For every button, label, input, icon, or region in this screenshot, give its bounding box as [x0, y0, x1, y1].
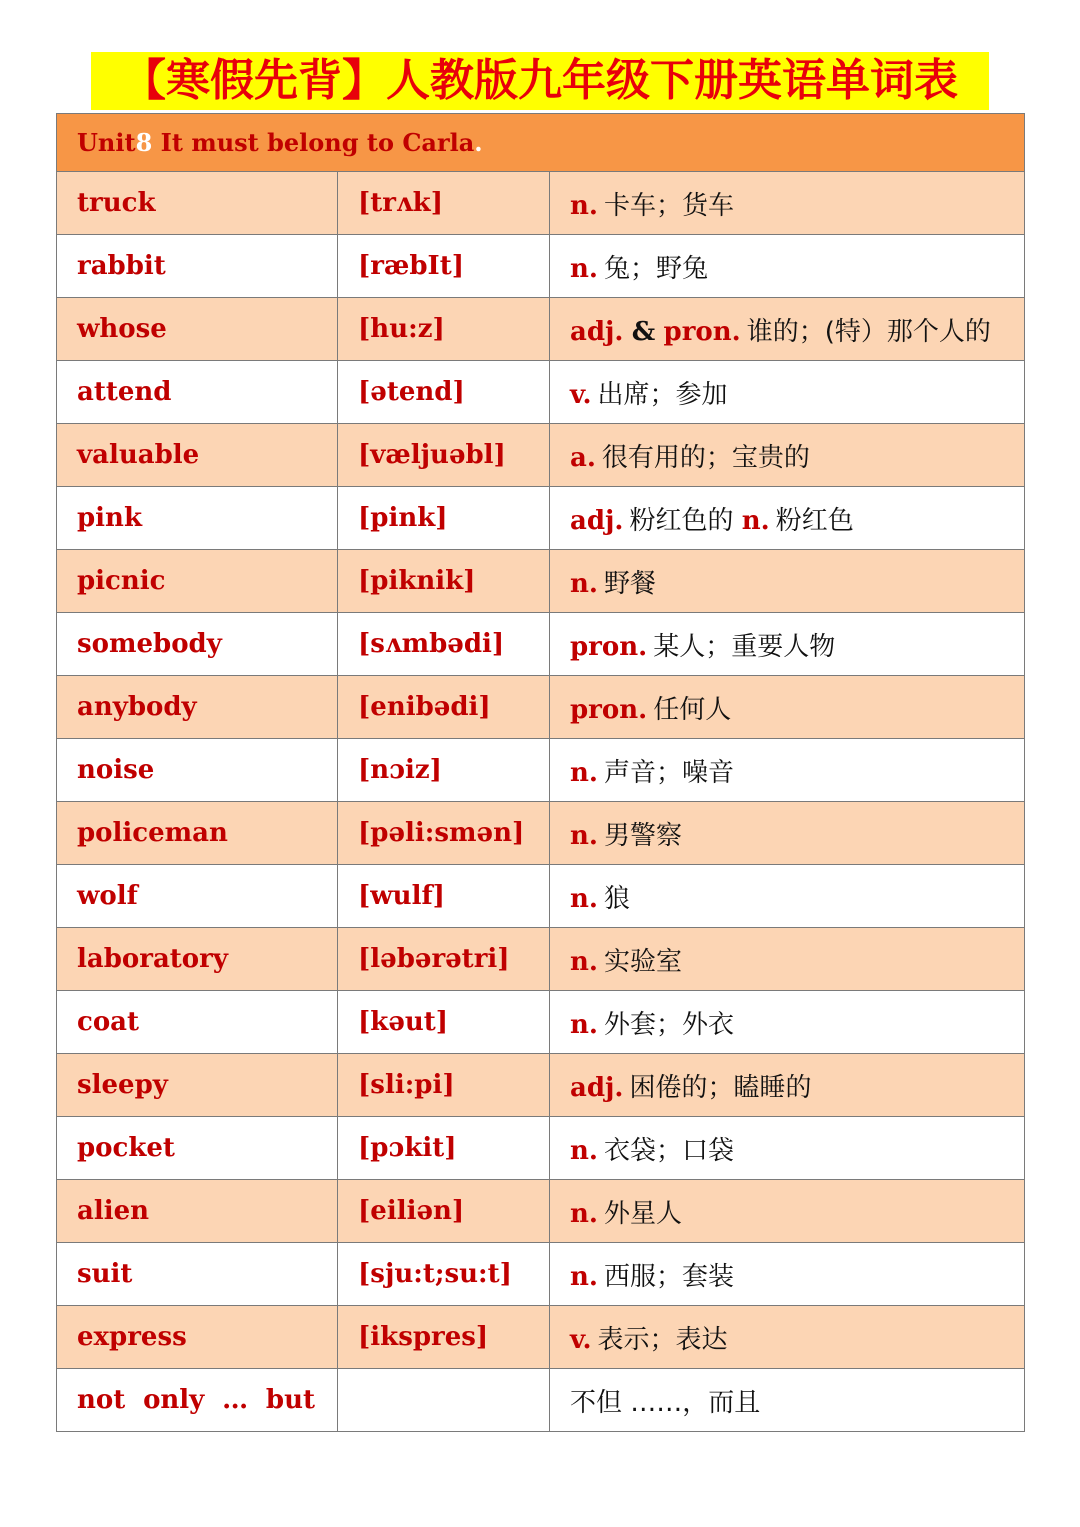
- part-of-speech: n.: [570, 820, 598, 851]
- part-of-speech: v.: [570, 1324, 592, 1355]
- meaning-cell: [550, 172, 1025, 235]
- phonetic-cell: [piknik]: [338, 550, 550, 613]
- meaning-cell: [550, 361, 1025, 424]
- meaning-text: 衣袋；口袋: [603, 1135, 734, 1166]
- table-row: [57, 613, 1025, 676]
- meaning-text: 外套；外衣: [603, 1009, 734, 1040]
- word-cell: noise: [57, 739, 338, 802]
- phonetic-cell: [trʌk]: [338, 172, 550, 235]
- phonetic-cell: [ikspres]: [338, 1306, 550, 1369]
- separator: &: [631, 316, 656, 347]
- part-of-speech: n.: [570, 253, 598, 284]
- phonetic-cell: [sju:t;su:t]: [338, 1243, 550, 1306]
- phonetic-cell: [sli:pi]: [338, 1054, 550, 1117]
- part-of-speech: n.: [741, 505, 770, 536]
- part-of-speech: n.: [570, 946, 598, 977]
- phonetic-cell: [ətend]: [338, 361, 550, 424]
- word-cell: sleepy: [57, 1054, 338, 1117]
- word-cell: wolf: [57, 865, 338, 928]
- phrase-word: only: [143, 1385, 205, 1415]
- table-row: [57, 676, 1025, 739]
- table-row: [57, 1306, 1025, 1369]
- table-row: [57, 802, 1025, 865]
- meaning-cell: [550, 235, 1025, 298]
- part-of-speech: pron.: [570, 631, 648, 662]
- meaning-text: 实验室: [603, 946, 682, 977]
- meaning-cell: [550, 550, 1025, 613]
- part-of-speech: n.: [570, 757, 598, 788]
- phonetic-cell: [pɔkit]: [338, 1117, 550, 1180]
- meaning-cell: 不但 ……，而且: [550, 1369, 1025, 1432]
- meaning-text: 某人；重要人物: [653, 631, 836, 662]
- table-row: [57, 991, 1025, 1054]
- table-row: [57, 865, 1025, 928]
- part-of-speech: n.: [570, 1261, 598, 1292]
- meaning-text: 野餐: [603, 568, 656, 599]
- page-title: 【寒假先背】人教版九年级下册英语单词表: [91, 52, 989, 110]
- part-of-speech: pron.: [570, 694, 648, 725]
- meaning-cell: [550, 487, 1025, 550]
- meaning-text: 谁的；(特）那个人的: [746, 316, 991, 347]
- vocabulary-table: [56, 113, 1025, 1432]
- phonetic-cell: [kəut]: [338, 991, 550, 1054]
- phonetic-cell: [eiliən]: [338, 1180, 550, 1243]
- word-cell: somebody: [57, 613, 338, 676]
- meaning-text: 卡车；货车: [603, 190, 734, 221]
- table-row: [57, 298, 1025, 361]
- meaning-cell: [550, 1180, 1025, 1243]
- word-cell: policeman: [57, 802, 338, 865]
- phrase-word: but: [265, 1385, 315, 1415]
- meaning-cell: [550, 991, 1025, 1054]
- word-cell: attend: [57, 361, 338, 424]
- meaning-text: 任何人: [653, 694, 732, 725]
- meaning-text: 西服；套装: [603, 1261, 734, 1292]
- part-of-speech: pron.: [663, 316, 741, 347]
- meaning-text: 粉红色的: [629, 505, 734, 536]
- part-of-speech: n.: [570, 1198, 598, 1229]
- phrase-cell: [57, 1369, 338, 1432]
- meaning-cell: [550, 802, 1025, 865]
- table-row: [57, 739, 1025, 802]
- part-of-speech: a.: [570, 442, 596, 473]
- part-of-speech: n.: [570, 1009, 598, 1040]
- table-row: [57, 1243, 1025, 1306]
- phonetic-cell: [hu:z]: [338, 298, 550, 361]
- table-row: [57, 235, 1025, 298]
- phonetic-cell: [pəli:smən]: [338, 802, 550, 865]
- meaning-cell: [550, 865, 1025, 928]
- part-of-speech: n.: [570, 190, 598, 221]
- meaning-text: 兔；野兔: [603, 253, 708, 284]
- table-row: [57, 1117, 1025, 1180]
- table-row: [57, 487, 1025, 550]
- table-row: [57, 172, 1025, 235]
- unit-number: 8: [135, 128, 153, 157]
- unit-prefix: Unit: [77, 128, 136, 157]
- table-row: [57, 550, 1025, 613]
- part-of-speech: n.: [570, 568, 598, 599]
- unit-title-end: .: [474, 128, 483, 157]
- meaning-cell: [550, 676, 1025, 739]
- meaning-text: 粉红色: [775, 505, 854, 536]
- phonetic-cell: [338, 1369, 550, 1432]
- meaning-cell: [550, 424, 1025, 487]
- phrase-row: [57, 1369, 1025, 1432]
- word-cell: anybody: [57, 676, 338, 739]
- unit-title: It must belong to Carla: [152, 128, 475, 157]
- phrase-words: [77, 1385, 315, 1415]
- phonetic-cell: [væljuəbl]: [338, 424, 550, 487]
- meaning-cell: [550, 1054, 1025, 1117]
- part-of-speech: n.: [570, 883, 598, 914]
- phrase-word: not: [77, 1385, 126, 1415]
- word-cell: picnic: [57, 550, 338, 613]
- meaning-text: 很有用的；宝贵的: [601, 442, 810, 473]
- phonetic-cell: [wulf]: [338, 865, 550, 928]
- table-row: [57, 361, 1025, 424]
- word-cell: pocket: [57, 1117, 338, 1180]
- unit-heading: [57, 114, 1025, 172]
- meaning-text: 男警察: [603, 820, 682, 851]
- word-cell: suit: [57, 1243, 338, 1306]
- word-cell: truck: [57, 172, 338, 235]
- word-cell: whose: [57, 298, 338, 361]
- table-row: [57, 928, 1025, 991]
- meaning-text: 出席；参加: [597, 379, 728, 410]
- meaning-cell: [550, 928, 1025, 991]
- unit-header-row: [57, 114, 1025, 172]
- phonetic-cell: [nɔiz]: [338, 739, 550, 802]
- meaning-cell: [550, 613, 1025, 676]
- table-row: [57, 1180, 1025, 1243]
- part-of-speech: v.: [570, 379, 592, 410]
- phonetic-cell: [sʌmbədi]: [338, 613, 550, 676]
- meaning-text: 声音；噪音: [603, 757, 734, 788]
- phonetic-cell: [ləbərətri]: [338, 928, 550, 991]
- meaning-text: 表示；表达: [597, 1324, 728, 1355]
- meaning-cell: [550, 739, 1025, 802]
- phonetic-cell: [pink]: [338, 487, 550, 550]
- meaning-cell: [550, 298, 1025, 361]
- meaning-cell: [550, 1306, 1025, 1369]
- word-cell: pink: [57, 487, 338, 550]
- meaning-cell: [550, 1117, 1025, 1180]
- table-row: [57, 424, 1025, 487]
- phonetic-cell: [enibədi]: [338, 676, 550, 739]
- word-cell: alien: [57, 1180, 338, 1243]
- meaning-text: 外星人: [603, 1198, 682, 1229]
- phonetic-cell: [ræbIt]: [338, 235, 550, 298]
- table-row: [57, 1054, 1025, 1117]
- part-of-speech: adj.: [570, 505, 624, 536]
- part-of-speech: n.: [570, 1135, 598, 1166]
- word-cell: laboratory: [57, 928, 338, 991]
- meaning-text: 狼: [603, 883, 630, 914]
- meaning-text: 困倦的；瞌睡的: [629, 1072, 812, 1103]
- word-cell: rabbit: [57, 235, 338, 298]
- word-cell: valuable: [57, 424, 338, 487]
- word-cell: coat: [57, 991, 338, 1054]
- part-of-speech: adj.: [570, 1072, 624, 1103]
- word-cell: express: [57, 1306, 338, 1369]
- part-of-speech: adj.: [570, 316, 624, 347]
- phrase-word: …: [222, 1385, 249, 1415]
- meaning-cell: [550, 1243, 1025, 1306]
